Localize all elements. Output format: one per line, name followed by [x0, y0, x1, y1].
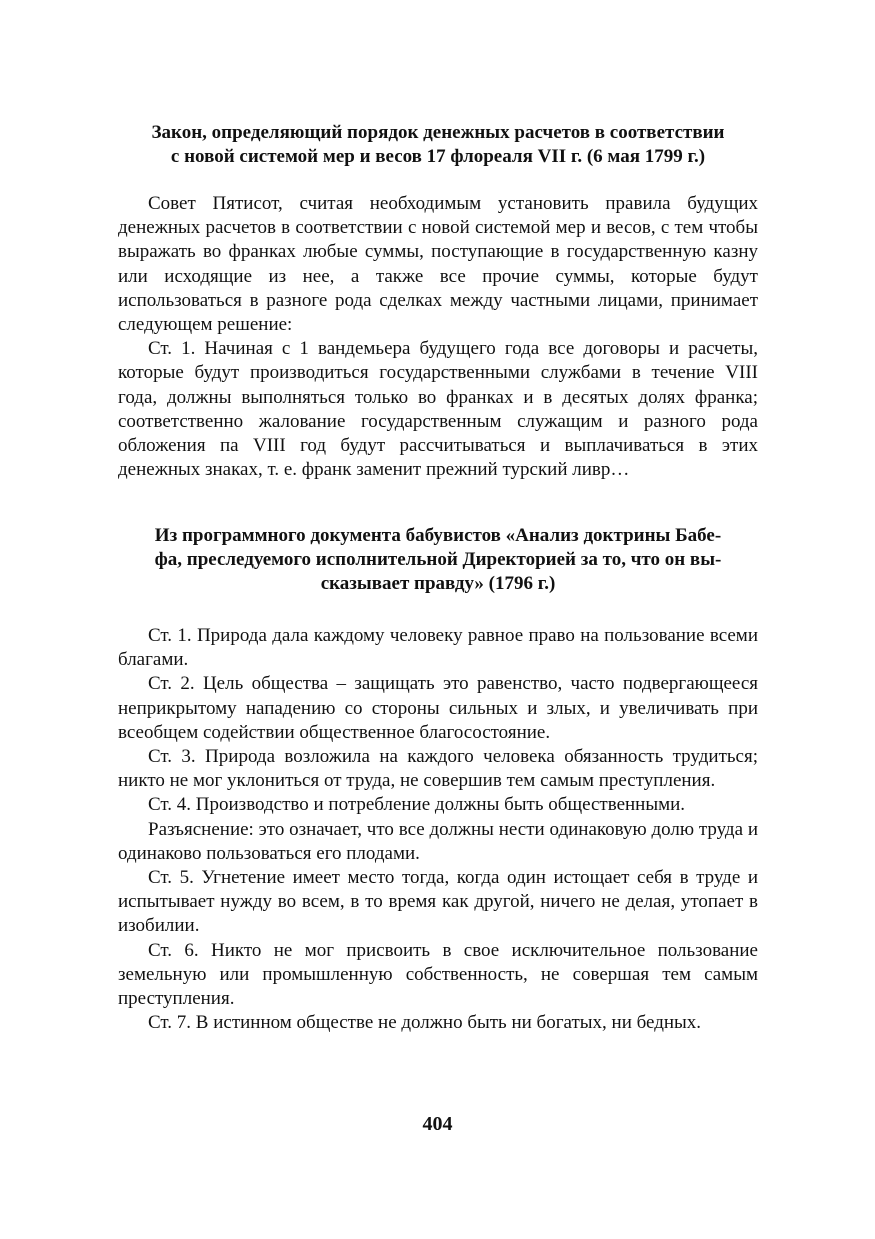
section2-article-7: Ст. 7. В истинном обществе не должно быть ни богатых, ни бедных.: [148, 1012, 702, 1034]
section2-title-line: сказывает правду» (1796 г.): [320, 573, 556, 594]
section1-article-1: Ст. 1. Начиная с 1 вандемьера будущего года все договоры и расчеты, которые будут производиться государственными службами в течение VIII года, должны выполняться только во франках и в десятых долях франка; соответственно жалование государственным служащим и разного рода обложения па VIII год будут рассчитываться и выплачиваться в этих денежных знаках, т. е. франк заменит прежний турский ливр…: [118, 338, 758, 481]
section2-article-4: Ст. 4. Производство и потребление должны быть общественными.: [148, 794, 686, 816]
section2-title-line: Из программного документа бабувистов «Анализ доктрины Бабе-: [154, 525, 722, 546]
section1-title-line: Закон, определяющий порядок денежных расчетов в соответствии: [151, 122, 725, 143]
section2-article-3: Ст. 3. Природа возложила на каждого человека обязанность трудиться; никто не мог уклониться от труда, не совершив тем самым преступления.: [118, 746, 758, 792]
section1-body: [118, 192, 758, 482]
section2-article-2: Ст. 2. Цель общества – защищать это равенство, часто подвергающееся неприкрытому нападению со стороны сильных и злых, и увеличивать при всеобщем содействии общественное благосостояние.: [118, 673, 758, 743]
page-number: 404: [422, 1113, 453, 1135]
section2-body: [118, 624, 758, 1035]
section1-paragraph: Совет Пятисот, считая необходимым установить правила будущих денежных расчетов в соответствии с новой системой мер и весов, с тем чтобы выражать во франках любые суммы, поступающие в государственную казну или исходящие из нее, а также все прочие суммы, которые будут использоваться в разноге рода сделках между частными лицами, принимает следующем решение:: [118, 193, 758, 336]
section2-explanation: Разъяснение: это означает, что все должны нести одинаковую долю труда и одинаково пользоваться его плодами.: [118, 818, 758, 864]
section2-article-5: Ст. 5. Угнетение имеет место тогда, когда один истощает себя в труде и испытывает нужду во всем, в то время как другой, ничего не делая, утопает в изобилии.: [118, 867, 758, 937]
section2-article-1: Ст. 1. Природа дала каждому человеку равное право на пользование всеми благами.: [118, 625, 758, 671]
section2-title: [118, 524, 758, 596]
section1-title: [118, 121, 758, 169]
section2-title-line: фа, преследуемого исполнительной Директорией за то, что он вы-: [154, 549, 722, 570]
section1-title-line: с новой системой мер и весов 17 флореаля VII г. (6 мая 1799 г.): [170, 146, 706, 167]
section2-article-6: Ст. 6. Никто не мог присвоить в свое исключительное пользование земельную или промышленную собственность, не совершая тем самым преступления.: [118, 939, 758, 1010]
